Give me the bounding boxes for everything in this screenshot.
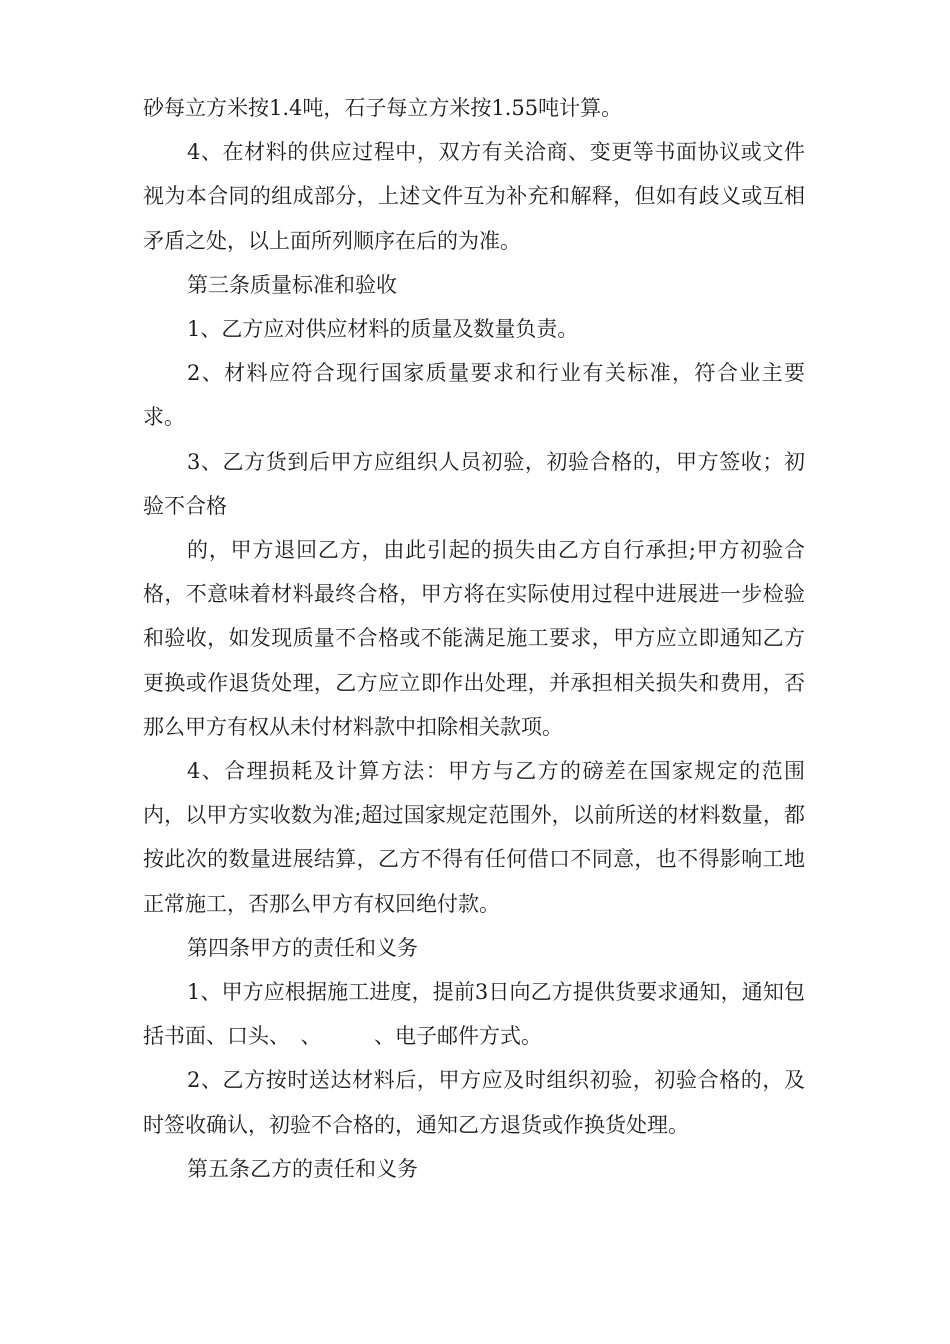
paragraph-11: 2、乙方按时送达材料后，甲方应及时组织初验，初验合格的，及时签收确认，初验不合格的，通知乙方退货或作换货处理。 — [143, 1068, 805, 1137]
paragraph-5: 2、材料应符合现行国家质量要求和行业有关标准，符合业主要求。 — [143, 361, 805, 430]
section-heading-3: 第三条质量标准和验收 — [187, 272, 397, 297]
paragraph-8: 4、合理损耗及计算方法：甲方与乙方的磅差在国家规定的范围内，以甲方实收数为准;超过国家规定范围外，以前所送的材料数量，都按此次的数量进展结算，乙方不得有任何借口不同意，也不得影响工地正常施工，否那么甲方有权回绝付款。 — [143, 759, 805, 916]
paragraph-4: 1、乙方应对供应材料的质量及数量负责。 — [187, 317, 579, 342]
section-heading-4: 第四条甲方的责任和义务 — [187, 935, 418, 960]
document-body — [143, 86, 805, 1191]
paragraph-7: 的，甲方退回乙方，由此引起的损失由乙方自行承担;甲方初验合格，不意味着材料最终合格，甲方将在实际使用过程中进展进一步检验和验收，如发现质量不合格或不能满足施工要求，甲方应立即通知乙方更换或作退货处理，乙方应立即作出处理，并承担相关损失和费用，否那么甲方有权从未付材料款中扣除相关款项。 — [143, 538, 805, 739]
paragraph-6: 3、乙方货到后甲方应组织人员初验，初验合格的，甲方签收；初验不合格 — [143, 449, 805, 518]
section-heading-5: 第五条乙方的责任和义务 — [187, 1156, 418, 1181]
paragraph-1: 砂每立方米按1.4吨，石子每立方米按1.55吨计算。 — [143, 96, 623, 120]
paragraph-2: 4、在材料的供应过程中，双方有关洽商、变更等书面协议或文件视为本合同的组成部分，上述文件互为补充和解释，但如有歧义或互相矛盾之处，以上面所列顺序在后的为准。 — [143, 140, 805, 253]
paragraph-10: 1、甲方应根据施工进度，提前3日向乙方提供货要求通知，通知包括书面、口头、 、 、电子邮件方式。 — [143, 980, 805, 1049]
